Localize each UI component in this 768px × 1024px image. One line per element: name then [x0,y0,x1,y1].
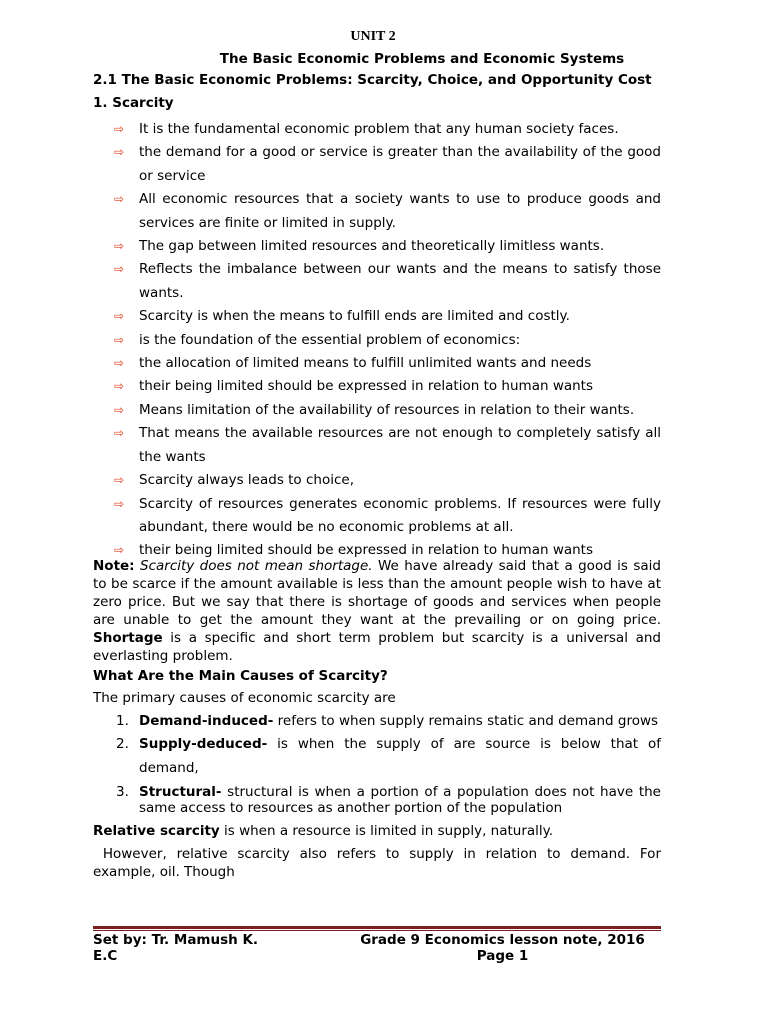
right-arrow-icon: ⇨ [114,122,125,136]
right-arrow-icon: ⇨ [114,239,125,254]
right-arrow-icon: ⇨ [114,379,125,394]
footer-author: Set by: Tr. Mamush K. E.C [93,932,259,964]
subsection-heading: 1. Scarcity [93,95,174,111]
right-arrow-icon: ⇨ [114,145,125,160]
list-item: ⇨ Scarcity is when the means to fulfill ends are limited and costly. [93,305,661,328]
right-arrow-icon: ⇨ [114,402,125,417]
right-arrow-icon: ⇨ [114,332,125,347]
note-italic: Scarcity does not mean shortage. [140,557,373,574]
right-arrow-icon: ⇨ [114,262,125,277]
footer-course: Grade 9 Economics lesson note, 2016 [360,932,645,948]
list-item: ⇨ is the foundation of the essential problem of economics: [93,329,661,352]
list-item: 1. Demand-induced- refers to when supply remains static and demand grows [116,712,659,729]
list-item: ⇨ The gap between limited resources and theoretically limitless wants. [93,235,661,258]
causes-intro: The primary causes of economic scarcity are [93,689,396,706]
list-item: ⇨ That means the available resources are not enough to completely satisfy all the wants [93,422,661,469]
list-item: ⇨ Scarcity of resources generates economic problems. If resources were fully abundant, there would be no economic problems at all. [93,493,661,540]
list-item: ⇨ All economic resources that a society wants to use to produce goods and services are finite or limited in supply. [93,188,661,235]
right-arrow-icon: ⇨ [114,356,125,371]
right-arrow-icon: ⇨ [114,192,125,207]
note-paragraph: Note: Scarcity does not mean shortage. We have already said that a good is said to be scarce if the amount available is less than the amount people wish to have at zero price. But we say that there is shortage of goods and services when people are unable to get the amount they want at the prevailing or on going price. Shortage is a specific and short term problem but scarcity is a universal and everlasting problem. [93,557,661,664]
relative-scarcity-paragraph: However, relative scarcity also refers to supply in relation to demand. For example, oil. Though [93,845,661,880]
list-item: ⇨ Reflects the imbalance between our wants and the means to satisfy those wants. [93,258,661,305]
right-arrow-icon: ⇨ [114,473,125,488]
footer-divider-thin [93,930,661,931]
list-item: 2. Supply-deduced- is when the supply of are source is below that of demand, [116,736,661,776]
list-item: ⇨ their being limited should be expressed in relation to human wants [93,375,661,398]
list-item: ⇨ the allocation of limited means to fulfill unlimited wants and needs [93,352,661,375]
right-arrow-icon: ⇨ [114,426,125,441]
right-arrow-icon: ⇨ [114,543,125,558]
page-number: Page 1 [476,948,529,964]
document-title: The Basic Economic Problems and Economic Systems [219,51,625,67]
list-item: ⇨ Scarcity always leads to choice, [93,469,661,492]
list-item: 3. Structural- structural is when a portion of a population does not have the same access to resources as another portion of the population [116,783,661,816]
shortage-term: Shortage [93,629,163,646]
relative-scarcity-line: Relative scarcity is when a resource is limited in supply, naturally. [93,822,554,839]
footer-page-info [344,932,661,964]
list-item: ⇨ It is the fundamental economic problem that any human society faces. [93,118,661,141]
right-arrow-icon: ⇨ [114,309,125,324]
list-item: ⇨ their being limited should be expressed in relation to human wants [93,539,661,562]
right-arrow-icon: ⇨ [114,496,125,511]
causes-heading: What Are the Main Causes of Scarcity? [93,667,388,684]
footer-divider [93,926,661,929]
note-label: Note: [93,557,135,574]
document-page [93,26,661,881]
list-item: ⇨ the demand for a good or service is greater than the availability of the good or service [93,141,661,188]
list-item: ⇨ Means limitation of the availability of resources in relation to their wants. [93,399,661,422]
section-heading: 2.1 The Basic Economic Problems: Scarcity, Choice, and Opportunity Cost [93,72,652,88]
causes-list [93,710,661,816]
scarcity-bullet-list [93,118,661,563]
unit-label: UNIT 2 [350,29,396,44]
